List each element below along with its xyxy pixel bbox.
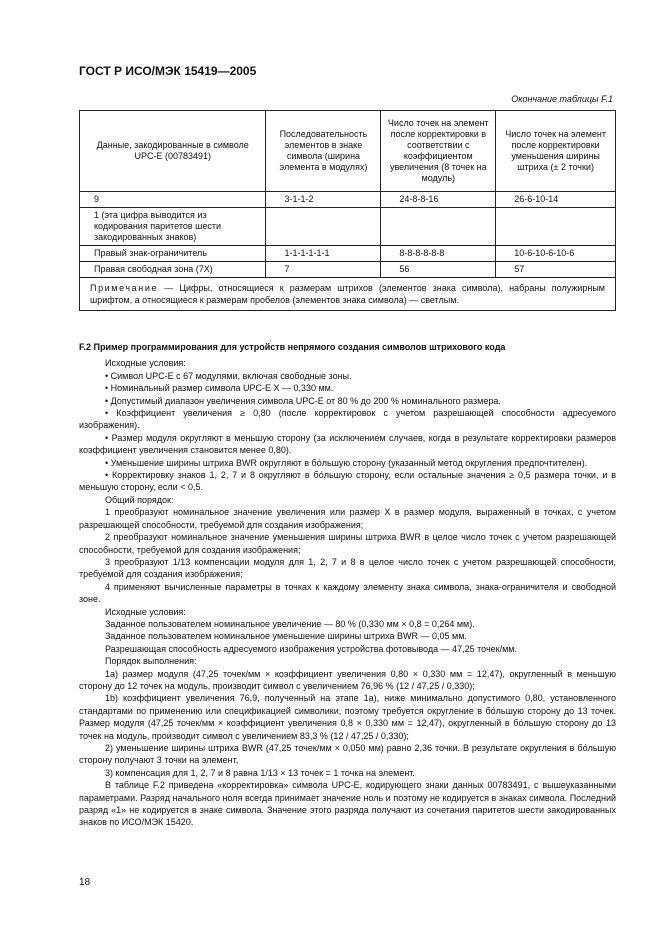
table-cell: 1 (эта цифра выводится из кодирования паритетов шести закодированных знаков) bbox=[80, 208, 266, 246]
header-cell: Данные, закодированные в символе UPC-E (00783491) bbox=[80, 111, 266, 192]
paragraph: Заданное пользователем номинальное уменьшение ширины штриха BWR — 0,05 мм. bbox=[105, 631, 467, 642]
table-cell: 8-8-8-8-8-8 bbox=[381, 246, 496, 262]
table-caption: Окончание таблицы F.1 bbox=[511, 94, 613, 104]
table-cell bbox=[496, 208, 616, 246]
table-cell: 9 bbox=[80, 192, 266, 208]
paragraph: Разрешающая способность адресуемого изображения устройства фотовывода — 47,25 точек/мм. bbox=[105, 643, 517, 654]
paragraph: • Символ UPC-E с 67 модулями, включая свободные зоны. bbox=[105, 370, 352, 381]
table-cell: 57 bbox=[496, 262, 616, 278]
table-cell: Правый знак-ограничитель bbox=[80, 246, 266, 262]
paragraph: 1 преобразуют номинальное значение увеличения или размер X в размер модуля, выраженный в точках, с учетом разрешающей способности, требуемой для создания изображения; bbox=[79, 507, 616, 530]
paragraph: 2) уменьшение ширины штриха BWR (47,25 точек/мм × 0,050 мм) равно 2,36 точки. В результате округления в бо́льшую сторону получают 3 точки на элемент, bbox=[79, 743, 616, 766]
table-cell bbox=[381, 208, 496, 246]
paragraph: 3) компенсация для 1, 2, 7 и 8 равна 1/13 × 13 точек = 1 точка на элемент. bbox=[105, 767, 415, 778]
note-label: Примечание bbox=[90, 283, 159, 293]
section-body bbox=[79, 341, 616, 829]
paragraph: 2 преобразуют номинальное значение уменьшения ширины штриха BWR в целое число точек с учетом разрешающей способности, требуемой для создания изображения; bbox=[79, 532, 616, 555]
table-row bbox=[80, 192, 616, 208]
paragraph: • Уменьшение ширины штриха BWR округляют в бо́льшую сторону (указанный метод округления предпочтителен). bbox=[105, 457, 588, 468]
table-cell: 10-6-10-6-10-6 bbox=[496, 246, 616, 262]
table-note bbox=[80, 278, 616, 311]
header-cell: Число точек на элемент после корректировки в соответствии с коэффициентом увеличения (8 точек на модуль) bbox=[381, 111, 496, 192]
data-table bbox=[79, 110, 616, 311]
table-cell: 56 bbox=[381, 262, 496, 278]
paragraph: • Корректировку знаков 1, 2, 7 и 8 округляют в бо́льшую сторону, если остальные значения ≥ 0,5 размера точки, и в меньшую сторону, если < 0,5. bbox=[79, 470, 616, 493]
section-heading: F.2 Пример программирования для устройств непрямого создания символов штрихового кода bbox=[79, 342, 506, 352]
paragraph: • Коэффициент увеличения ≥ 0,80 (после корректировок с учетом разрешающей способности адресуемого изображения). bbox=[79, 408, 616, 431]
table-header-row bbox=[80, 111, 616, 192]
table-cell: 26-6-10-14 bbox=[496, 192, 616, 208]
paragraph: Исходные условия: bbox=[105, 358, 186, 369]
table-row bbox=[80, 246, 616, 262]
table-row bbox=[80, 208, 616, 246]
paragraph: Общий порядок: bbox=[105, 494, 174, 505]
header-cell: Число точек на элемент после корректировки уменьшения ширины штриха (± 2 точки) bbox=[496, 111, 616, 192]
paragraph: Порядок выполнения: bbox=[105, 656, 197, 667]
table-note-row bbox=[80, 278, 616, 311]
paragraph: • Номинальный размер символа UPC-E X — 0,330 мм. bbox=[105, 383, 334, 394]
header-cell: Последовательность элементов в знаке символа (ширина элемента в модулях) bbox=[266, 111, 381, 192]
table-row bbox=[80, 262, 616, 278]
page-number: 18 bbox=[79, 877, 91, 888]
table-cell: 24-8-8-16 bbox=[381, 192, 496, 208]
paragraph: • Допустимый диапазон увеличения символа UPC-E от 80 % до 200 % номинального размера. bbox=[105, 395, 501, 406]
paragraph: 1b) коэффициент увеличения 76,9, полученный на этапе 1а), ниже минимально допустимого 0,80, установленного стандартами по применению или спецификацией символики, поэтому требуется округление в бо́льшую сторону до 13 точек. Размер модуля (47,25 точек/мм × коэффициент увеличения 0,8 × 0,330 мм = 12,47), округленный в бо́льшую сторону до 13 точек на модуль, производит символ с увеличением 83,3 % (12 / 47,25 / 0,330); bbox=[79, 693, 616, 741]
paragraph: Исходные условия: bbox=[105, 606, 186, 617]
paragraph: 4 применяют вычисленные параметры в точках к каждому элементу знака символа, знака-ограничителя и свободной зоне. bbox=[79, 581, 616, 605]
table-cell: 7 bbox=[266, 262, 381, 278]
table-cell bbox=[266, 208, 381, 246]
paragraph: • Размер модуля округляют в меньшую сторону (за исключением случаев, когда в результате корректировки размеров коэффициент увеличения становится менее 0,80). bbox=[79, 432, 616, 456]
note-text: — Цифры, относящиеся к размерам штрихов (элементов знака символа), набраны полужирным шрифтом, а относящиеся к размерам пробелов (элементов знака символа) — светлым. bbox=[90, 283, 605, 305]
paragraph: 1а) размер модуля (47,25 точек/мм × коэффициент увеличения 0,80 × 0,330 мм = 12,47), округленный в меньшую сторону до 12 точек на модуль, производит символ с увеличением 76,96 % (12 / 47,25 / 0,330); bbox=[79, 668, 616, 691]
table-cell: 1-1-1-1-1-1 bbox=[266, 246, 381, 262]
paragraph: 3 преобразуют 1/13 компенсации модуля для 1, 2, 7 и 8 в целое число точек с учетом разрешающей способности, требуемой для создания изображения; bbox=[79, 556, 616, 580]
table-cell: 3-1-1-2 bbox=[266, 192, 381, 208]
page-header: ГОСТ Р ИСО/МЭК 15419—2005 bbox=[79, 64, 257, 78]
paragraph: В таблице F.2 приведена «корректировка» символа UPC-E, кодирующего знаки данных 00783491, с вышеуказанными параметрами. Разряд начального ноля всегда принимает значение ноль и поэтому не кодируется в знаках символа. Последний разряд «1» не кодируется в знаке символа. Значение этого разряда получают из сочетания паритетов шести закодированных знаков по ИСО/МЭК 15420. bbox=[79, 780, 616, 828]
table-cell: Правая свободная зона (7X) bbox=[80, 262, 266, 278]
paragraph: Заданное пользователем номинальное увеличение — 80 % (0,330 мм × 0,8 = 0,264 мм). bbox=[105, 618, 475, 629]
